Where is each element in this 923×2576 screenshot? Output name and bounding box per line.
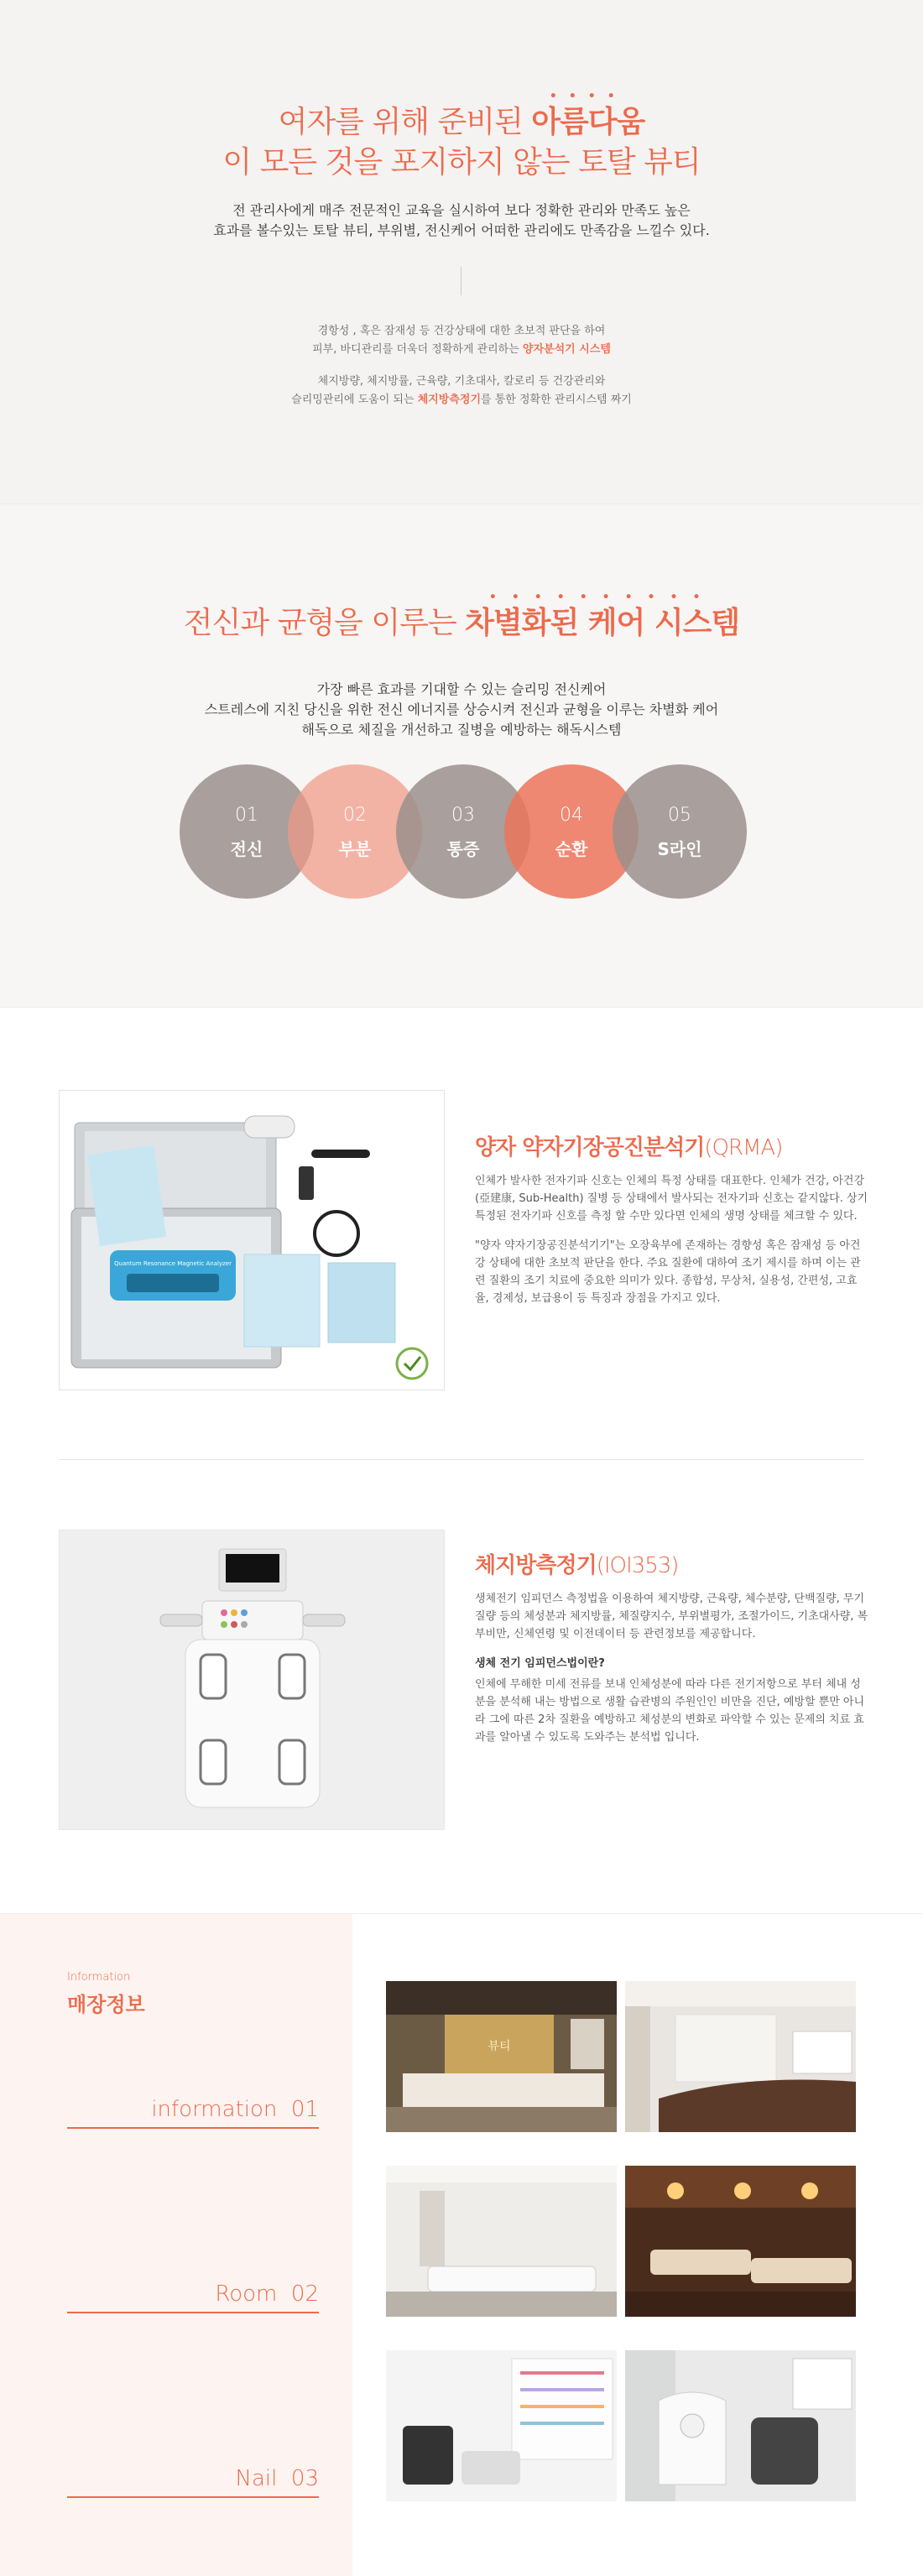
care-system-section xyxy=(0,503,923,1007)
intro-note2-line1: 체지방량, 체지방률, 근육량, 기초대사, 칼로리 등 건강관리와 xyxy=(317,375,606,388)
room-photo-1 xyxy=(386,2166,617,2317)
quantum-analyzer-image xyxy=(59,1090,445,1390)
store-info-section xyxy=(0,1913,923,2576)
body-fat-meter-subtitle: 생체 전기 임피던스법이란? xyxy=(475,1657,605,1670)
care-step-1: 01 전신 xyxy=(180,764,314,899)
nail-photo-1 xyxy=(386,2350,617,2501)
care-step-4: 04 순환 xyxy=(504,764,639,899)
quantum-analyzer-illustration xyxy=(60,1091,445,1390)
intro-headline-line2: 이 모든 것을 포지하지 않는 토탈 뷰티 xyxy=(222,145,701,180)
intro-lead-line1: 전 관리사에게 매주 전문적인 교육을 실시하여 보다 정확한 관리와 만족도 높은 xyxy=(232,202,691,218)
body-fat-meter-para1: 생체전기 임피던스 측정법을 이용하여 체지방량, 근육량, 체수분량, 단백질량, 무기질량 등의 체성분과 체지방률, 체질량지수, 부위별평가, 조절가이드, 기초대사량, 복부비만, 신체연령 및 이전데이터 등 관련정보를 제공합니다. xyxy=(475,1593,868,1640)
store-info-panel xyxy=(0,1914,352,2576)
nav-room[interactable]: Room 02 xyxy=(67,2281,319,2313)
intro-headline-pre: 여자를 위해 준비된 xyxy=(278,105,532,139)
care-lead-line1: 가장 빠른 효과를 기대할 수 있는 슬리밍 전신케어 xyxy=(316,681,607,697)
care-step-5: 05 S라인 xyxy=(613,764,747,899)
store-title: 매장정보 xyxy=(67,1993,145,2016)
device-brand-text: Quantum Resonance Magnetic Analyzer xyxy=(114,1260,232,1267)
care-lead-line2: 스트레스에 지친 당신을 위한 전신 에너지를 상승시켜 전신과 균형을 이루는 차별화 케어 xyxy=(204,701,719,717)
svg-text:뷰티: 뷰티 xyxy=(488,2040,511,2053)
nav-nail[interactable]: Nail 03 xyxy=(67,2466,319,2498)
dot-accent-decoration: •••• xyxy=(549,90,627,103)
section-divider xyxy=(59,1459,864,1460)
room-photo-2 xyxy=(625,2166,856,2317)
dot-accent-decoration: •••••••••• xyxy=(488,591,716,604)
store-small-label: Information xyxy=(67,1971,131,1984)
intro-note1-line1: 경항성 , 혹은 잠재성 등 건강상태에 대한 초보적 판단을 하여 xyxy=(317,325,606,337)
care-headline: 전신과 균형을 이루는 •••••••••• 차별화된 케어 시스템 xyxy=(0,603,923,644)
equipment-section xyxy=(0,1007,923,1913)
body-fat-meter-description xyxy=(475,1590,869,1758)
intro-section xyxy=(0,0,923,503)
quantum-analyzer-highlight: 양자분석기 시스템 xyxy=(522,343,611,356)
reception-photo xyxy=(386,1981,617,2132)
body-fat-meter-image xyxy=(59,1530,445,1830)
intro-lead-line2: 효과를 볼수있는 토탈 뷰티, 부위별, 전신케어 어떠한 관리에도 만족감을 느낄수 있다. xyxy=(213,222,710,238)
quantum-analyzer-title: 양자 약자기장공진분석기(QRMA) xyxy=(475,1135,783,1160)
body-fat-meter-illustration xyxy=(60,1530,445,1830)
intro-note1-line2: 피부, 바디관리를 더욱더 정확하게 관리하는 양자분석기 시스템 xyxy=(312,343,611,356)
care-step-3: 03 통증 xyxy=(396,764,530,899)
care-step-2: 02 부분 xyxy=(288,764,422,899)
intro-headline-line1 xyxy=(0,90,923,143)
nail-photo-2 xyxy=(625,2350,856,2501)
quantum-analyzer-description xyxy=(475,1172,869,1319)
nav-information[interactable]: information 01 xyxy=(67,2097,319,2129)
quantum-analyzer-para2: "양자 약자기장공진분석기기"는 오장육부에 존재하는 경향성 혹은 잠재성 등 아건강 상태에 대한 초보적 판단을 한다. 주요 질환에 대하여 조기 제시를 하며 이는 관련 질환의 조기 치료에 중요한 의미가 있다. 종합성, 무상처, 실용성, 간편성, 고효율, 경제성, 보급용이 등 특징과 장점을 가지고 있다. xyxy=(475,1239,861,1305)
body-fat-meter-title: 체지방측정기(IOI353) xyxy=(475,1553,679,1578)
intro-note2-line2: 슬리밍관리에 도움이 되는 체지방측정기를 통한 정확한 관리시스템 짜기 xyxy=(291,394,632,406)
lounge-photo xyxy=(625,1981,856,2132)
care-lead-line3: 해독으로 체질을 개선하고 질병을 예방하는 해독시스템 xyxy=(301,722,622,738)
quantum-analyzer-para1: 인체가 발사한 전자기파 신호는 인체의 특정 상태를 대표한다. 인체가 건강, 아건강 (亞建康, Sub-Health) 질병 등 상태에서 발사되는 전자기파 신호는 같지않다. 상기 특정된 전자기파 신호를 측정 할 수만 있다면 인체의 생명 상태를 체크할 수 있다. xyxy=(475,1175,868,1223)
care-headline-strong: •••••••••• 차별화된 케어 시스템 xyxy=(465,591,740,640)
divider-line xyxy=(461,267,462,295)
body-fat-meter-para2: 인체에 무해한 미세 전류를 보내 인체성분에 따라 다른 전기저항으로 부터 체내 성분을 분석해 내는 방법으로 생활 습관병의 주원인인 비만을 진단, 예방할 뿐만 아니라 그에 따른 2차 질환을 예방하고 체성분의 변화로 파악할 수 있는 문제의 치료 효과를 알아낼 수 있도록 도와주는 분석법 입니다. xyxy=(475,1678,865,1744)
intro-headline-strong: •••• 아름다움 xyxy=(531,90,645,139)
body-fat-meter-highlight: 체지방측정기 xyxy=(417,394,482,406)
